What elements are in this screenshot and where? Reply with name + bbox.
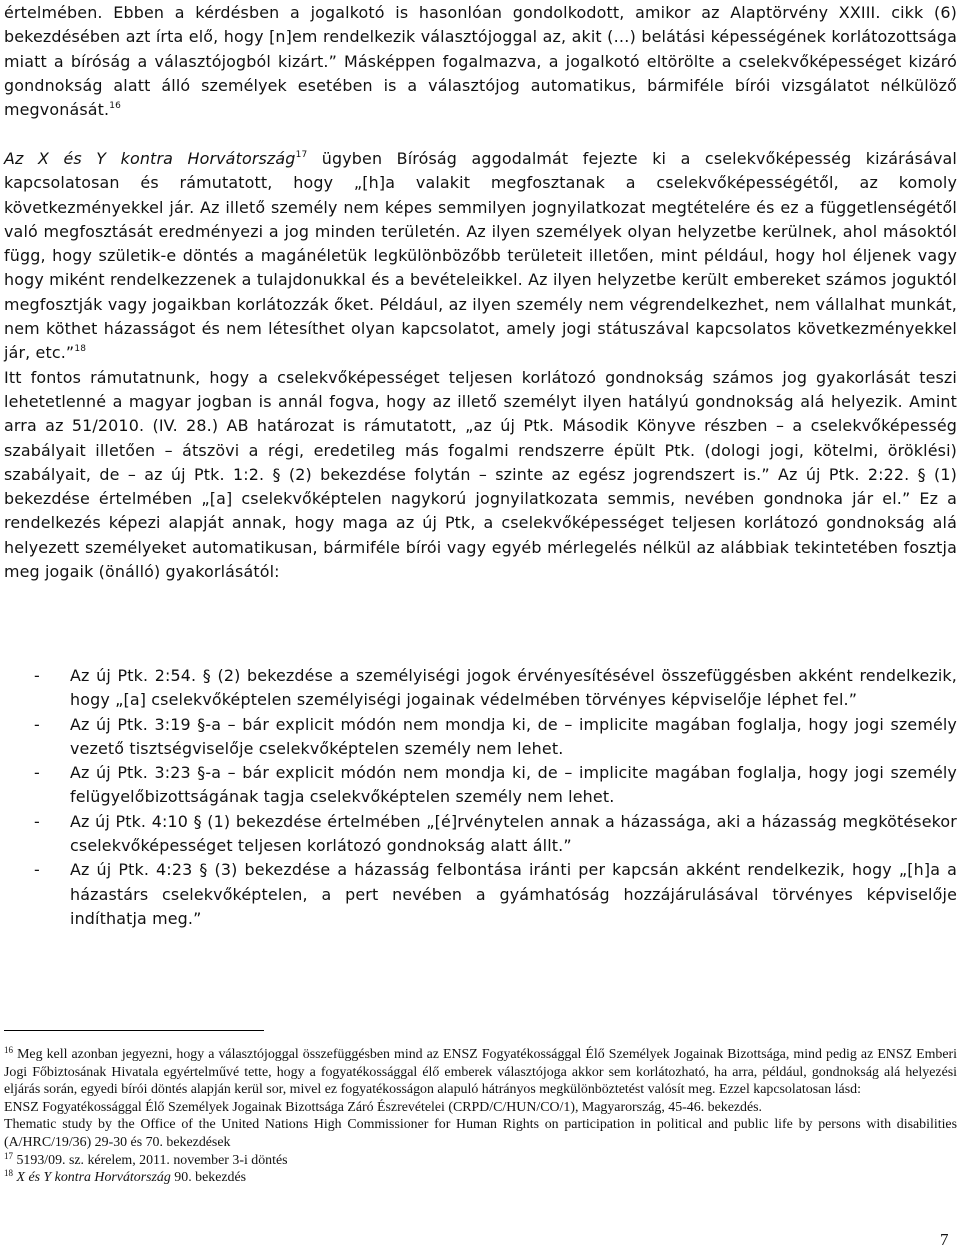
paragraph-2-text-b: Itt fontos rámutatnunk, hogy a cselekvőképességet teljesen korlátozó gondnokság számos jog gyakorlását teszi lehetetlenné a magyar jogban is annál fogva, hogy az illető személyt ilyen hatályú gondnokság alá helyezik. Amint arra az 51/2010. (IV. 28.) AB határozat is rámutatott, „az új Ptk. Második Könyve részben – a cselekvőképesség szabályait illetően – átszövi a régi, eredetileg más fogalmi rendszerre épült Ptk. (dologi jogi, kötelmi, öröklési) szabályait, de – az új Ptk. 1:2. § (2) bekezdése folytán – szinte az egész jogrendszert is.” Az új Ptk. 2:22. § (1) bekezdése értelmében „[a] cselekvőképtelen nagykorú jognyilatkozata semmis, nevében gondnoka jár el.” Ez a rendelkezés képezi alapját annak, hogy maga az új Ptk, a cselekvőképességet teljesen korlátozó gondnokság alá helyezett személyeket automatikusan, bármiféle bírói vagy egyéb mérlegelés nélkül az alábbiak tekintetében fosztja meg jogaik (önálló) gyakorlásától: <box>4 367 957 582</box>
paragraph-1-text: értelmében. Ebben a kérdésben a jogalkotó is hasonlóan gondolkodott, amikor az Alaptörvény XXIII. cikk (6) bekezdésében azt írta elő, hogy [n]em rendelkezik választójoggal az, akit (…) belátási képességének korlátozottsága miatt a bíróság a választójogból kizárt.” Másképpen fogalmazva, a jogalkotó eltörölte a cselekvőképességet kizáró gondnokság alatt álló személyek esetében is a választójog automatikus, bármiféle bírói vizsgálatot nélkülöző megvonását. <box>4 3 957 120</box>
paragraph-1 <box>4 1 957 122</box>
list-item-text: Az új Ptk. 3:23 §-a – bár explicit módón nem mondja ki, de – implicite magában foglalja, hogy jogi személy felügyelőbizottságának tagja cselekvőképtelen személy nem lehet. <box>70 763 957 807</box>
footnote-16-reference-1: ENSZ Fogyatékossággal Élő Személyek Jogainak Bizottsága Záró Észrevételei (CRPD/C/HUN/CO/1), Magyarország, 45-46. bekezdés. <box>4 1099 763 1115</box>
list-item <box>4 761 957 810</box>
page-number: 7 <box>940 1230 949 1249</box>
footnote-ref-17[interactable]: 17 <box>295 150 308 160</box>
list-item <box>4 810 957 859</box>
footnote-number: 16 <box>4 1045 13 1055</box>
list-item-text: Az új Ptk. 2:54. § (2) bekezdése a személyiségi jogok érvényesítésével összefüggésben akként rendelkezik, hogy „[a] cselekvőképtelen személyiségi jogainak védelmében törvényes képviselője léphet fel.” <box>70 666 957 710</box>
list-item <box>4 713 957 762</box>
list-item <box>4 664 957 713</box>
footnote-16-reference-2: Thematic study by the Office of the United Nations High Commissioner for Human Rights on participation in political and public life by persons with disabilities (A/HRC/19/36) 29-30 és 70. bekezdések <box>4 1117 957 1150</box>
footnote-separator <box>4 1030 264 1031</box>
footnote-number: 18 <box>4 1168 13 1179</box>
list-marker: - <box>34 811 40 831</box>
footnote-16 <box>4 1046 957 1099</box>
footnote-ref-18[interactable]: 18 <box>74 344 87 355</box>
list-item <box>4 858 957 931</box>
case-name: Az X és Y kontra Horvátország <box>4 149 296 168</box>
list-item-text: Az új Ptk. 4:10 § (1) bekezdése értelmében „[é]rvénytelen annak a házassága, aki a házasság megkötésekor cselekvőképességet teljesen korlátozó gondnokság alatt állt.” <box>70 811 957 856</box>
footnote-16-text: Meg kell azonban jegyezni, hogy a választójoggal összefüggésben mind az ENSZ Fogyatékossággal Élő Személyek Jogainak Bizottsága, mind pedig az ENSZ Emberi Jogi Főbiztosának Hivatala egyértelművé tette, hogy a fogyatékossággal élő emberek választójoga akkor sem korlátozható, ha arra, például, gondnokság alá helyezési eljárás során, egyedi bírói döntés alapján kerül sor, mivel ez fogyatékosságon alapuló hátrányos megkülönböztetést valósít meg. Ezzel kapcsolatosan lásd: <box>4 1047 957 1098</box>
footnote-17-text: 5193/09. sz. kérelem, 2011. november 3-i döntés <box>16 1152 288 1168</box>
ptk-provisions-list <box>4 664 957 931</box>
list-marker: - <box>34 666 40 685</box>
footnote-17 <box>4 1152 957 1170</box>
list-item-text: Az új Ptk. 3:19 §-a – bár explicit módón nem mondja ki, de – implicite magában foglalja, hogy jogi személy vezető tisztségviselője cselekvőképtelen személy nem lehet. <box>70 714 957 758</box>
list-marker: - <box>34 860 40 880</box>
footnote-ref-16[interactable]: 16 <box>109 101 121 112</box>
paragraph-2 <box>4 147 957 584</box>
footnotes <box>4 1046 957 1187</box>
footnote-18-text: 90. bekezdés <box>170 1170 247 1186</box>
list-marker: - <box>34 763 40 783</box>
footnote-18-case: X és Y kontra Horvátország <box>16 1170 171 1186</box>
footnote-number: 17 <box>4 1150 13 1161</box>
paragraph-2-text-a: ügyben Bíróság aggodalmát fejezte ki a cselekvőképesség kizárásával kapcsolatosan és rámutatott, hogy „[h]a valakit megfosztanak a cselekvőképességétől, az komoly következményekkel jár. Az illető személy nem képes semmilyen jognyilatkozat megtételére és ez a függetlenségétől való megfosztását eredményezi a jog minden területén. Az ilyen személyek olyan helyzetbe kerülnek, ahol másoktól függ, hogy születik-e döntés a magánéletük legkülönbözőbb területeit illetően, mint például, hogy hol éljenek vagy hogy miként rendelkezzenek a tulajdonukkal és a bevételeikkel. Az ilyen helyzetbe került embereket számos joguktól megfosztják vagy jogaikban korlátozzák őket. Például, az ilyen személy nem végrendelkezhet, nem vállalhat munkát, nem köthet házasságot és nem létesíthet olyan kapcsolatot, amely jogi státuszával kapcsolatos következményekkel jár, etc.” <box>4 149 957 363</box>
list-marker: - <box>34 714 40 734</box>
list-item-text: Az új Ptk. 4:23 § (3) bekezdése a házasság felbontása iránti per kapcsán akként rendelkezik, hogy „[h]a a házastárs cselekvőképtelen, a pert nevében a gyámhatóság hozzájárulásával törvényes képviselője indíthatja meg.” <box>70 860 957 928</box>
footnote-18 <box>4 1169 957 1187</box>
